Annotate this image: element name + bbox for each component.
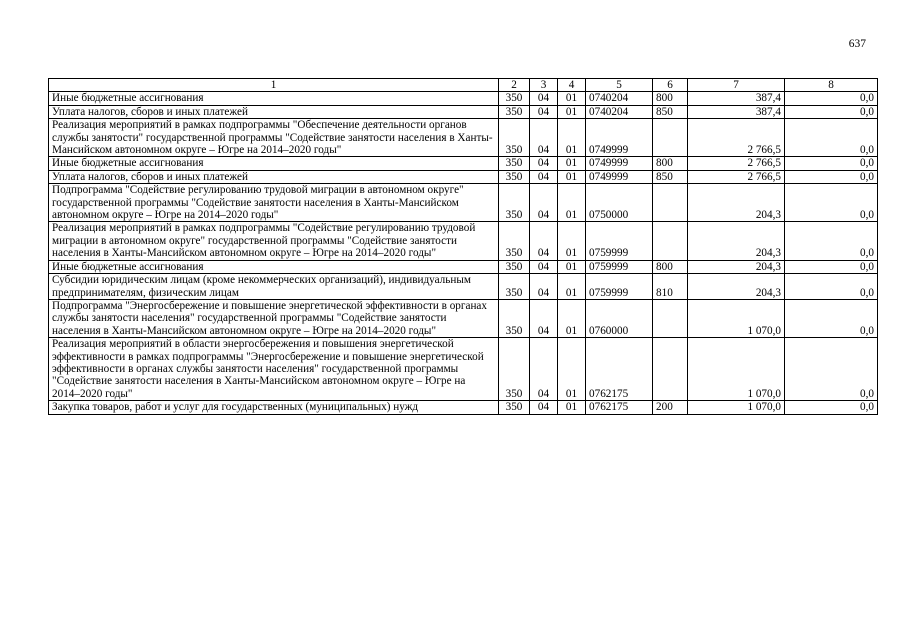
budget-table <box>48 78 878 415</box>
target-article-code: 0749999 <box>586 170 653 183</box>
table-row <box>49 170 878 183</box>
section-code: 04 <box>530 299 558 337</box>
table-row <box>49 184 878 222</box>
table-row <box>49 338 878 401</box>
chapter-code: 350 <box>499 338 530 401</box>
amount-value: 2 766,5 <box>688 119 785 157</box>
amount-value: 2 766,5 <box>688 170 785 183</box>
expense-type-code: 800 <box>653 260 688 273</box>
target-article-code: 0759999 <box>586 260 653 273</box>
section-code: 04 <box>530 92 558 105</box>
row-description: Иные бюджетные ассигнования <box>49 92 499 105</box>
section-code: 04 <box>530 184 558 222</box>
amount-value: 204,3 <box>688 184 785 222</box>
chapter-code: 350 <box>499 105 530 118</box>
chapter-code: 350 <box>499 299 530 337</box>
chapter-code: 350 <box>499 260 530 273</box>
column-header: 3 <box>530 79 558 92</box>
amount-value-2: 0,0 <box>785 119 878 157</box>
target-article-code: 0760000 <box>586 299 653 337</box>
subsection-code: 01 <box>558 260 586 273</box>
expense-type-code: 200 <box>653 401 688 414</box>
target-article-code: 0759999 <box>586 222 653 260</box>
chapter-code: 350 <box>499 222 530 260</box>
table-row <box>49 92 878 105</box>
column-header: 5 <box>586 79 653 92</box>
column-header: 7 <box>688 79 785 92</box>
amount-value-2: 0,0 <box>785 222 878 260</box>
section-code: 04 <box>530 338 558 401</box>
subsection-code: 01 <box>558 401 586 414</box>
subsection-code: 01 <box>558 338 586 401</box>
amount-value: 1 070,0 <box>688 338 785 401</box>
row-description: Иные бюджетные ассигнования <box>49 157 499 170</box>
expense-type-code: 800 <box>653 92 688 105</box>
row-description: Закупка товаров, работ и услуг для государственных (муниципальных) нужд <box>49 401 499 414</box>
column-header: 8 <box>785 79 878 92</box>
chapter-code: 350 <box>499 92 530 105</box>
section-code: 04 <box>530 222 558 260</box>
amount-value-2: 0,0 <box>785 184 878 222</box>
amount-value-2: 0,0 <box>785 170 878 183</box>
subsection-code: 01 <box>558 157 586 170</box>
chapter-code: 350 <box>499 119 530 157</box>
section-code: 04 <box>530 105 558 118</box>
table-row <box>49 157 878 170</box>
table-row <box>49 401 878 414</box>
expense-type-code: 800 <box>653 157 688 170</box>
target-article-code: 0759999 <box>586 274 653 300</box>
target-article-code: 0740204 <box>586 105 653 118</box>
section-code: 04 <box>530 119 558 157</box>
table-row <box>49 299 878 337</box>
expense-type-code <box>653 299 688 337</box>
chapter-code: 350 <box>499 157 530 170</box>
expense-type-code: 850 <box>653 105 688 118</box>
subsection-code: 01 <box>558 170 586 183</box>
table-row <box>49 260 878 273</box>
table-row <box>49 105 878 118</box>
subsection-code: 01 <box>558 105 586 118</box>
amount-value-2: 0,0 <box>785 401 878 414</box>
amount-value-2: 0,0 <box>785 274 878 300</box>
column-header: 6 <box>653 79 688 92</box>
table-row <box>49 119 878 157</box>
amount-value-2: 0,0 <box>785 299 878 337</box>
row-description: Реализация мероприятий в области энергосбережения и повышения энергетической эффективности в рамках подпрограммы "Энергосбережение и повышение энергетической эффективности в органах службы занятости населения" государственной программы "Содействие занятости населения в Ханты-Мансийском автономном округе – Югре на 2014–2020 годы" <box>49 338 499 401</box>
section-code: 04 <box>530 274 558 300</box>
column-header: 4 <box>558 79 586 92</box>
row-description: Субсидии юридическим лицам (кроме некоммерческих организаций), индивидуальным предпринимателям, физическим лицам <box>49 274 499 300</box>
amount-value: 204,3 <box>688 260 785 273</box>
amount-value-2: 0,0 <box>785 338 878 401</box>
target-article-code: 0762175 <box>586 338 653 401</box>
subsection-code: 01 <box>558 222 586 260</box>
chapter-code: 350 <box>499 274 530 300</box>
chapter-code: 350 <box>499 170 530 183</box>
amount-value: 204,3 <box>688 222 785 260</box>
expense-type-code <box>653 119 688 157</box>
subsection-code: 01 <box>558 299 586 337</box>
subsection-code: 01 <box>558 274 586 300</box>
amount-value: 204,3 <box>688 274 785 300</box>
row-description: Иные бюджетные ассигнования <box>49 260 499 273</box>
row-description: Уплата налогов, сборов и иных платежей <box>49 170 499 183</box>
row-description: Реализация мероприятий в рамках подпрограммы "Обеспечение деятельности органов службы занятости" государственной программы "Содействие занятости населения в Ханты-Мансийском автономном округе – Югре на 2014–2020 годы" <box>49 119 499 157</box>
expense-type-code <box>653 184 688 222</box>
table-header-row <box>49 79 878 92</box>
table-row <box>49 222 878 260</box>
target-article-code: 0762175 <box>586 401 653 414</box>
amount-value-2: 0,0 <box>785 92 878 105</box>
section-code: 04 <box>530 401 558 414</box>
section-code: 04 <box>530 260 558 273</box>
row-description: Реализация мероприятий в рамках подпрограммы "Содействие регулированию трудовой миграции в автономном округе" государственной программы "Содействие занятости населения в Ханты-Мансийском автономном округе – Югре на 2014–2020 годы" <box>49 222 499 260</box>
chapter-code: 350 <box>499 184 530 222</box>
amount-value: 387,4 <box>688 92 785 105</box>
expense-type-code <box>653 338 688 401</box>
column-header: 2 <box>499 79 530 92</box>
page-number: 637 <box>848 38 866 50</box>
expense-type-code: 810 <box>653 274 688 300</box>
subsection-code: 01 <box>558 92 586 105</box>
expense-type-code: 850 <box>653 170 688 183</box>
row-description: Уплата налогов, сборов и иных платежей <box>49 105 499 118</box>
section-code: 04 <box>530 157 558 170</box>
amount-value-2: 0,0 <box>785 157 878 170</box>
column-header: 1 <box>49 79 499 92</box>
target-article-code: 0749999 <box>586 119 653 157</box>
amount-value: 2 766,5 <box>688 157 785 170</box>
subsection-code: 01 <box>558 119 586 157</box>
row-description: Подпрограмма "Энергосбережение и повышение энергетической эффективности в органах службы занятости населения" государственной программы "Содействие занятости населения в Ханты-Мансийском автономном округе – Югре на 2014–2020 годы" <box>49 299 499 337</box>
amount-value: 387,4 <box>688 105 785 118</box>
amount-value-2: 0,0 <box>785 260 878 273</box>
target-article-code: 0740204 <box>586 92 653 105</box>
amount-value: 1 070,0 <box>688 299 785 337</box>
subsection-code: 01 <box>558 184 586 222</box>
table-row <box>49 274 878 300</box>
target-article-code: 0749999 <box>586 157 653 170</box>
row-description: Подпрограмма "Содействие регулированию трудовой миграции в автономном округе" государственной программы "Содействие занятости населения в Ханты-Мансийском автономном округе – Югре на 2014–2020 годы" <box>49 184 499 222</box>
target-article-code: 0750000 <box>586 184 653 222</box>
chapter-code: 350 <box>499 401 530 414</box>
section-code: 04 <box>530 170 558 183</box>
amount-value-2: 0,0 <box>785 105 878 118</box>
expense-type-code <box>653 222 688 260</box>
amount-value: 1 070,0 <box>688 401 785 414</box>
